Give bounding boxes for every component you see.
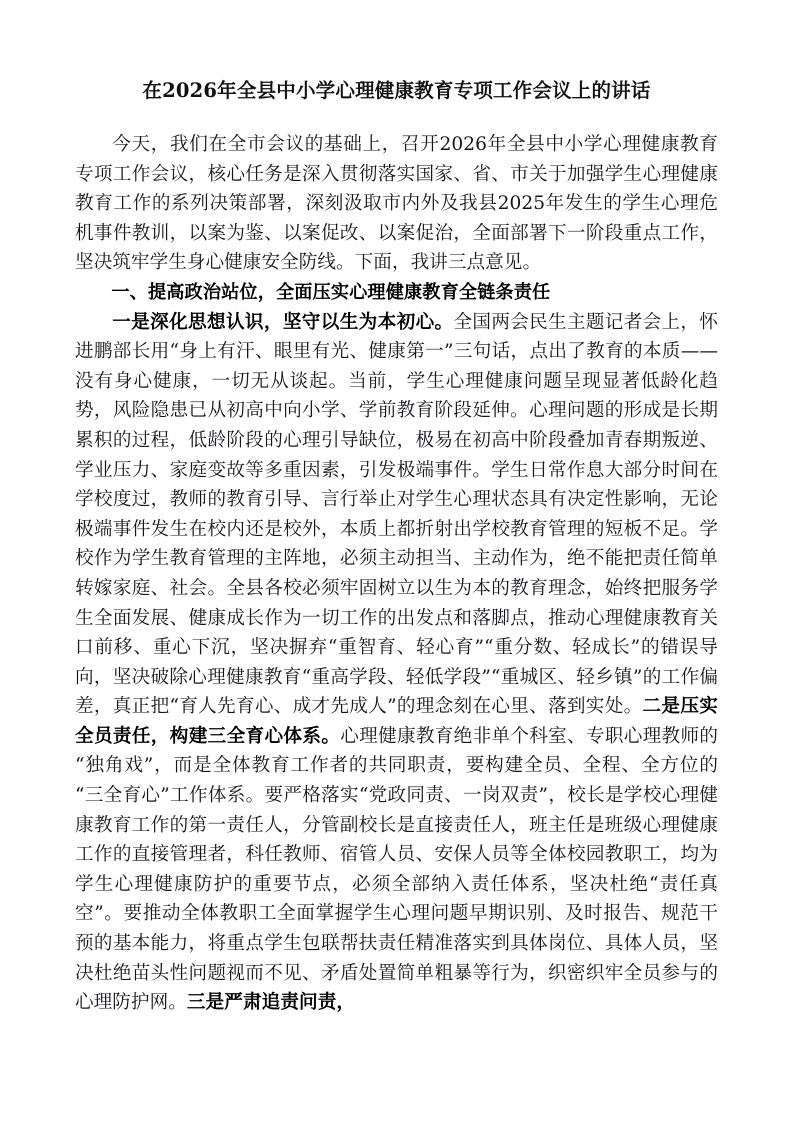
paragraph-point-one-text: 全国两会民生主题记者会上，怀进鹏部长用“身上有汗、眼里有光、健康第一”三句话，点出了教育的本质——没有身心健康，一切无从谈起。当前，学生心理健康问题呈现显著低龄化趋势，风险隐患已从初高中向小学、学前教育阶段延伸。心理问题的形成是长期累积的过程，低龄阶段的心理引导缺位，极易在初高中阶段叠加青春期叛逆、学业压力、家庭变故等多重因素，引发极端事件。学生日常作息大部分时间在学校度过，教师的教育引导、言行举止对学生心理状态具有决定性影响，无论极端事件发生在校内还是校外，本质上都折射出学校教育管理的短板不足。学校作为学生教育管理的主阵地，必须主动担当、主动作为，绝不能把责任简单转嫁家庭、社会。全县各校必须牢固树立以生为本的教育理念，始终把服务学生全面发展、健康成长作为一切工作的出发点和落脚点，推动心理健康教育关口前移、重心下沉，坚决摒弃“重智育、轻心育”“重分数、轻成长”的错误导向，坚决破除心理健康教育“重高学段、轻低学段”“重城区、轻乡镇”的工作偏差，真正把“育人先育心、成才先成人”的理念刻在心里、落到实处。 <box>75 311 718 718</box>
paragraph-point-one <box>75 308 718 1018</box>
page-content-area <box>75 0 718 1018</box>
section-heading-one: 一、提高政治站位，全面压实心理健康教育全链条责任 <box>111 281 551 303</box>
document-body <box>75 130 718 1018</box>
paragraph-point-two-text: 心理健康教育绝非单个科室、专职心理教师的“独角戏”，而是全体教育工作者的共同职责，要构建全员、全程、全方位的“三全育心”工作体系。要严格落实“党政同责、一岗双责”，校长是学校心理健康教育工作的第一责任人，分管副校长是直接责任人，班主任是班级心理健康工作的直接管理者，科任教师、宿管人员、安保人员等全体校园教职工，均为学生心理健康防护的重要节点，必须全部纳入责任体系，坚决杜绝“责任真空”。要推动全体教职工全面掌握学生心理问题早期识别、及时报告、规范干预的基本能力，将重点学生包联帮扶责任精准落实到具体岗位、具体人员，坚决杜绝苗头性问题视而不见、矛盾处置简单粗暴等行为，织密织牢全员参与的心理防护网。 <box>75 725 718 1014</box>
paragraph-opening: 今天，我们在全市会议的基础上，召开2026年全县中小学心理健康教育专项工作会议，核心任务是深入贯彻落实国家、省、市关于加强学生心理健康教育工作的系列决策部署，深刻汲取市内外及我县2025年发生的学生心理危机事件教训，以案为鉴、以案促改、以案促治，全面部署下一阶段重点工作，坚决筑牢学生身心健康安全防线。下面，我讲三点意见。 <box>75 134 718 274</box>
paragraph-point-three-lead: 三是严肃追责问责， <box>186 992 356 1014</box>
page-title: 在2026年全县中小学心理健康教育专项工作会议上的讲话 <box>142 79 651 102</box>
paragraph-point-two-lead: 二是压实全员责任，构建三全育心体系。 <box>75 696 719 747</box>
paragraph-point-one-lead: 一是深化思想认识，坚守以生为本初心。 <box>112 311 454 333</box>
